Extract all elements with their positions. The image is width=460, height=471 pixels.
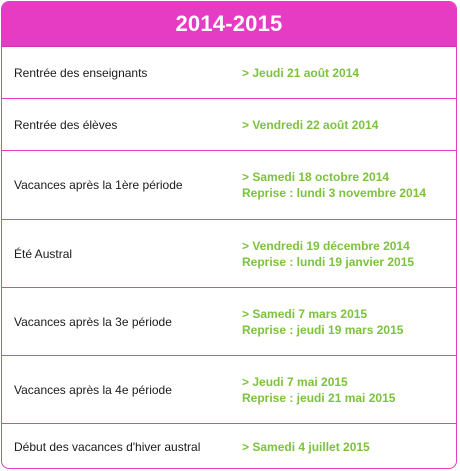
row-date: > Samedi 7 mars 2015 — [242, 306, 368, 321]
row-dates — [230, 306, 456, 338]
row-reprise: Reprise : jeudi 19 mars 2015 — [242, 322, 404, 337]
table-row — [2, 356, 456, 424]
row-dates — [230, 439, 456, 455]
row-date: > Samedi 4 juillet 2015 — [242, 439, 370, 454]
row-label: Début des vacances d'hiver austral — [14, 439, 201, 454]
row-label: Vacances après la 4e période — [14, 382, 172, 397]
table-row — [2, 47, 456, 99]
row-dates — [230, 169, 456, 201]
row-date: > Jeudi 7 mai 2015 — [242, 374, 348, 389]
row-dates — [230, 117, 456, 133]
row-label: Rentrée des élèves — [14, 117, 118, 132]
table-row — [2, 151, 456, 220]
school-calendar-table — [1, 1, 457, 469]
row-dates — [230, 374, 456, 406]
row-date: > Jeudi 21 août 2014 — [242, 65, 360, 80]
calendar-title: 2014-2015 — [2, 2, 456, 47]
row-dates — [230, 65, 456, 81]
table-row — [2, 220, 456, 288]
row-label: Vacances après la 3e période — [14, 314, 172, 329]
row-reprise: Reprise : lundi 3 novembre 2014 — [242, 186, 427, 200]
row-date: > Vendredi 22 août 2014 — [242, 117, 379, 132]
row-label: Vacances après la 1ère période — [14, 178, 183, 192]
row-date: > Vendredi 19 décembre 2014 — [242, 238, 410, 253]
row-reprise: Reprise : lundi 19 janvier 2015 — [242, 254, 415, 269]
row-label: Rentrée des enseignants — [14, 65, 148, 80]
table-row — [2, 288, 456, 356]
row-label: Été Austral — [14, 246, 73, 261]
table-row — [2, 99, 456, 151]
row-date: > Samedi 18 octobre 2014 — [242, 170, 390, 184]
row-dates — [230, 238, 456, 270]
table-row — [2, 424, 456, 469]
row-reprise: Reprise : jeudi 21 mai 2015 — [242, 390, 396, 405]
